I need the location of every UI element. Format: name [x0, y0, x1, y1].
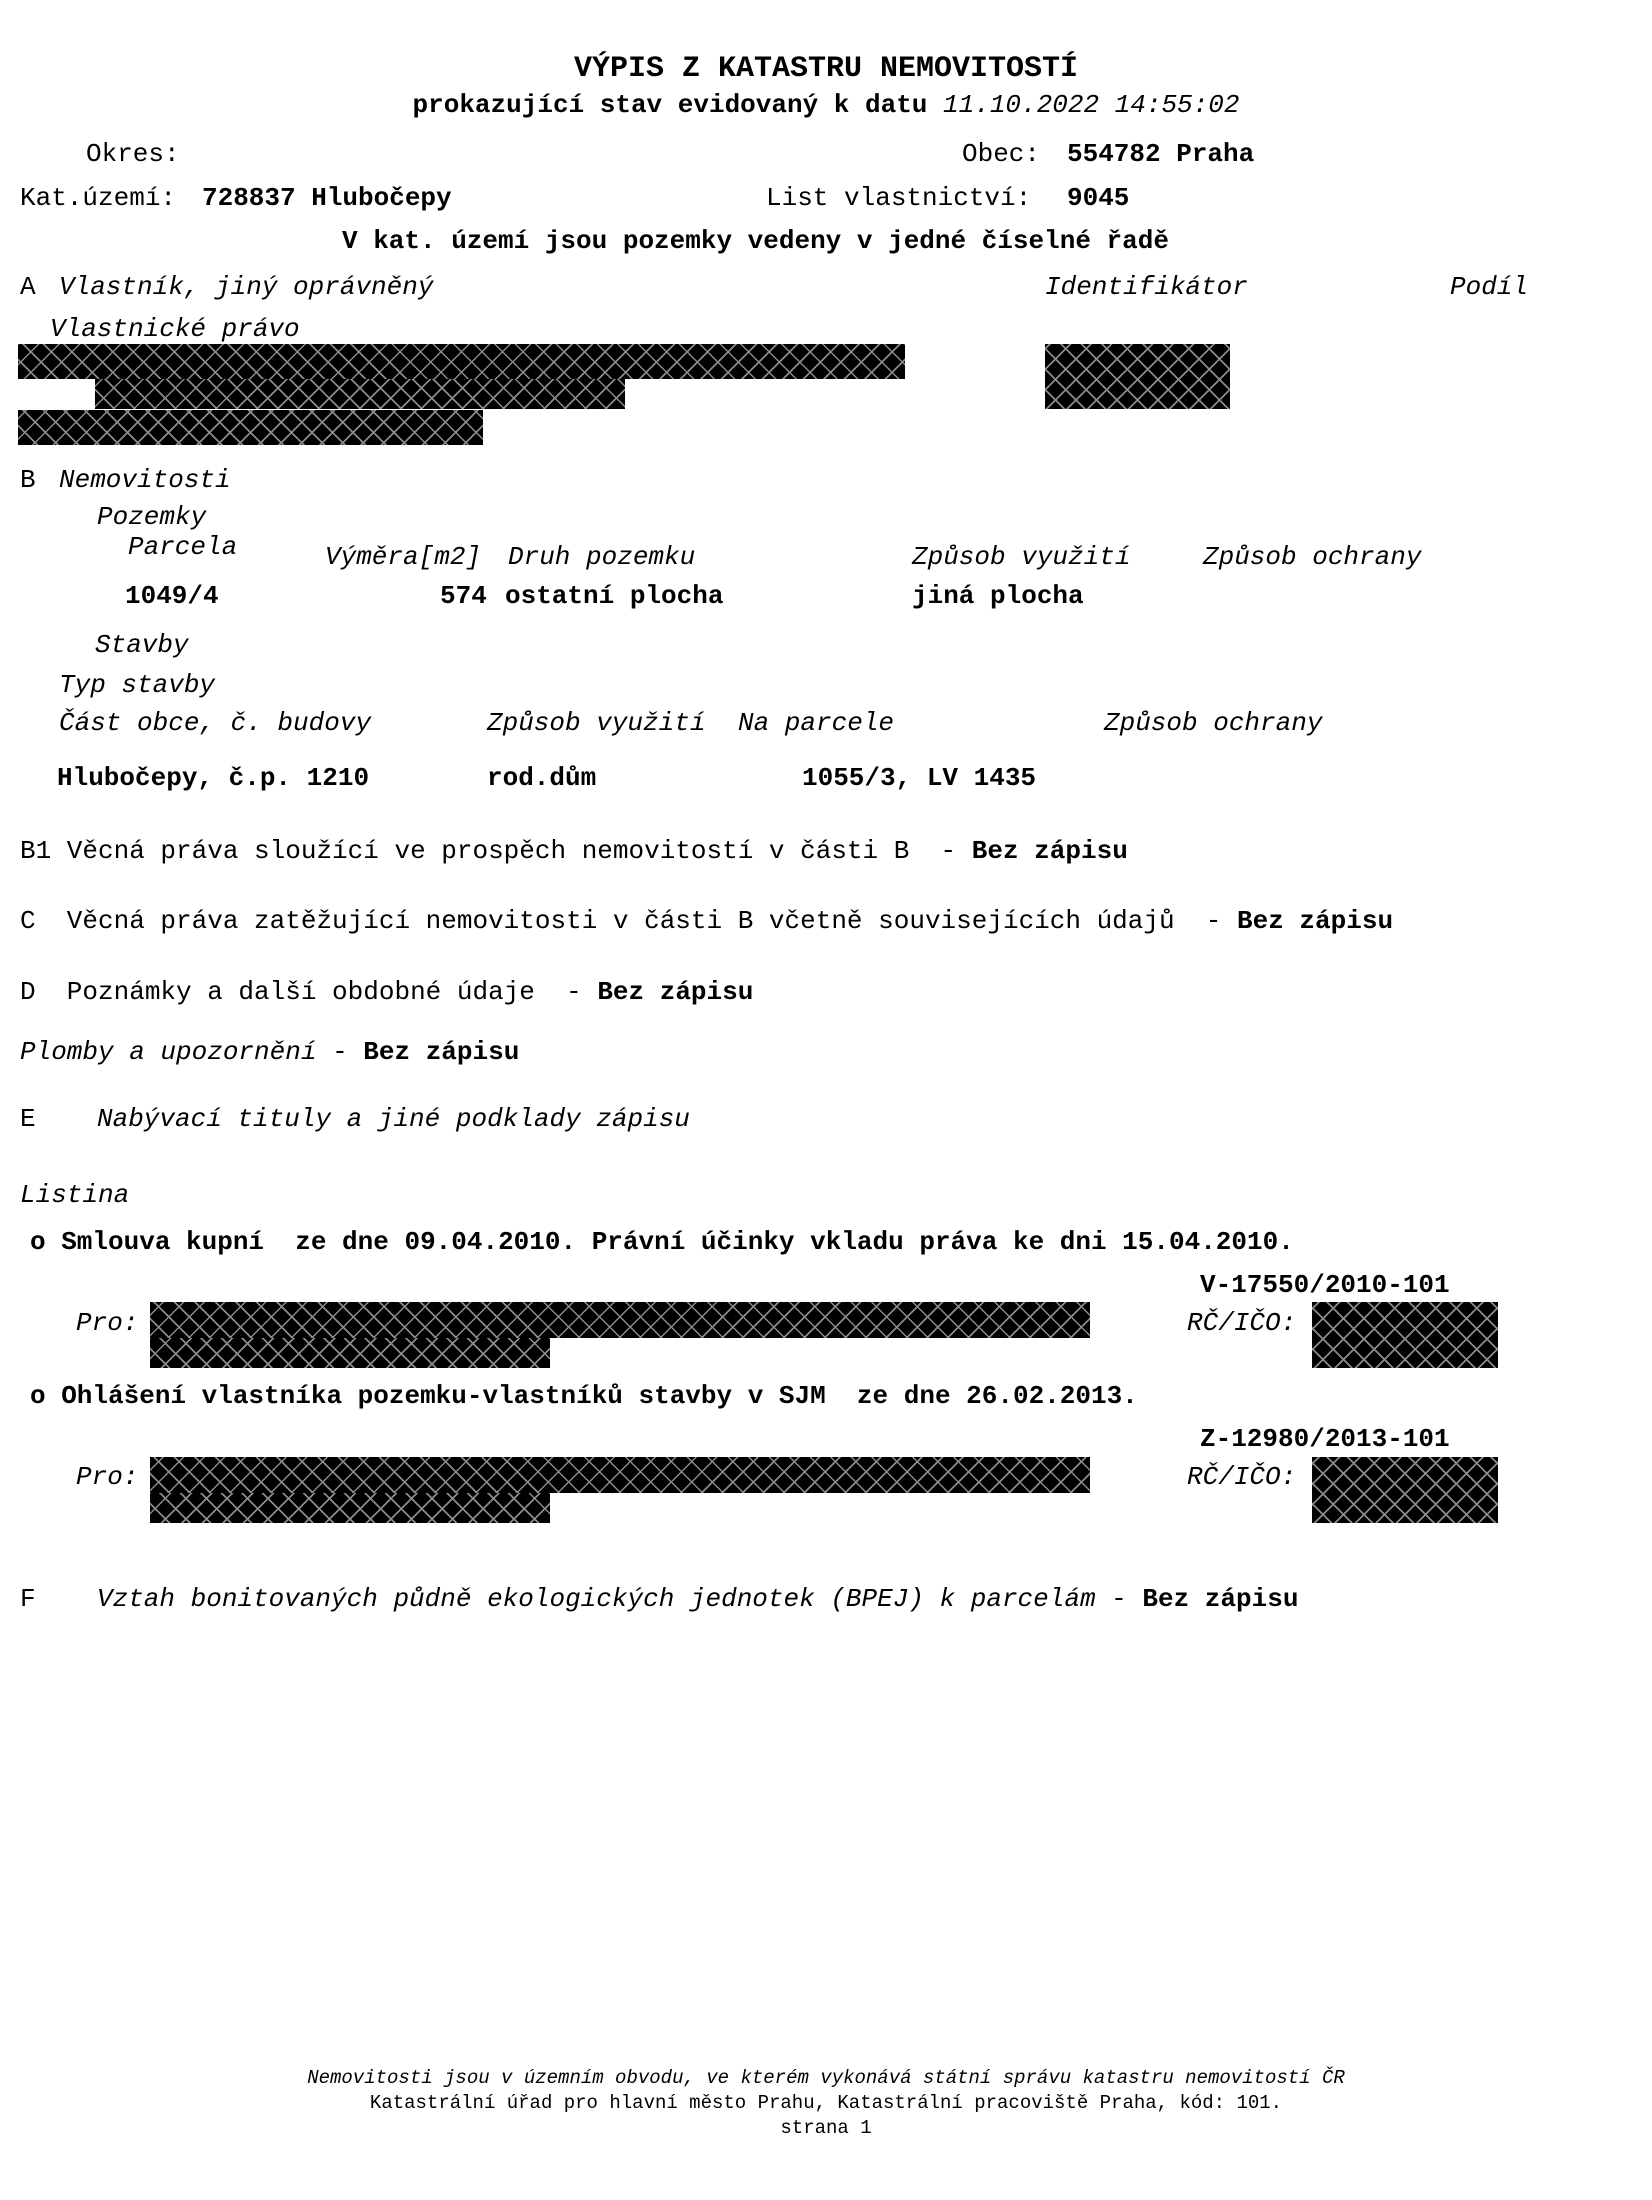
- stavby-heading: Stavby: [95, 630, 189, 660]
- section-e-text: Nabývací tituly a jiné podklady zápisu: [97, 1104, 690, 1134]
- col-na-parcele: Na parcele: [738, 708, 895, 738]
- vlastnicke-pravo: Vlastnické právo: [50, 314, 300, 344]
- redacted-owner-address: [18, 410, 483, 445]
- col-cast-obce: Část obce, č. budovy: [59, 708, 372, 738]
- subtitle-date: 11.10.2022 14:55:02: [943, 90, 1240, 120]
- section-c-text: C Věcná práva zatěžující nemovitosti v části B včetně souvisejících údajů -: [20, 906, 1222, 936]
- page-title: VÝPIS Z KATASTRU NEMOVITOSTÍ: [573, 52, 1079, 86]
- redacted-identifier: [1045, 344, 1230, 409]
- typ-stavby: Typ stavby: [59, 670, 216, 700]
- redacted-pro-1-line2: [150, 1338, 550, 1368]
- redacted-owner-name: [18, 344, 905, 379]
- druh-value: ostatní plocha: [505, 581, 724, 611]
- listina-item-2-pro-label: Pro:: [76, 1462, 139, 1492]
- plomby-status: Bez zápisu: [363, 1037, 520, 1067]
- col-podil: Podíl: [1450, 272, 1529, 302]
- vymera-value: 574: [440, 581, 487, 611]
- section-b-letter: B: [20, 465, 36, 495]
- listina-item-2-number: Z-12980/2013-101: [1200, 1424, 1450, 1454]
- lv-value: 9045: [1067, 183, 1130, 213]
- col-vymera: Výměra[m2]: [325, 542, 482, 572]
- section-f-dash: -: [1111, 1584, 1127, 1614]
- section-b-heading: Nemovitosti: [59, 465, 231, 495]
- section-a-letter: A: [20, 272, 36, 302]
- footer-line-1: Nemovitosti jsou v územním obvodu, ve kterém vykonává státní správu katastru nemovitostí ČR: [307, 2067, 1345, 2089]
- col-parcela: Parcela: [128, 532, 238, 562]
- col-stavby-ochrana: Způsob ochrany: [1104, 708, 1323, 738]
- listina-item-1-pro-label: Pro:: [76, 1308, 139, 1338]
- section-d-status: Bez zápisu: [597, 977, 754, 1007]
- katuzemi-value: 728837 Hlubočepy: [202, 183, 452, 213]
- page-subtitle: [0, 90, 1652, 120]
- redacted-rc-2: [1312, 1457, 1498, 1523]
- footer-line-2: Katastrální úřad pro hlavní město Prahu, Katastrální pracoviště Praha, kód: 101.: [369, 2092, 1283, 2114]
- col-druh: Druh pozemku: [508, 542, 696, 572]
- plomby-dash: -: [332, 1037, 348, 1067]
- listina-item-2-rc-label: RČ/IČO:: [1187, 1462, 1297, 1492]
- obec-label: Obec:: [962, 139, 1041, 169]
- section-c-status: Bez zápisu: [1237, 906, 1394, 936]
- section-b1: [20, 838, 1128, 864]
- listina-item-1-number: V-17550/2010-101: [1200, 1270, 1450, 1300]
- col-stavby-vyuziti: Způsob využití: [487, 708, 706, 738]
- section-f: [97, 1586, 1298, 1612]
- obec-value: 554782 Praha: [1067, 139, 1255, 169]
- section-a-heading: Vlastník, jiný oprávněný: [59, 272, 434, 302]
- cast-obce-value: Hlubočepy, č.p. 1210: [57, 763, 370, 793]
- vyuziti-value: jiná plocha: [912, 581, 1084, 611]
- section-f-status: Bez zápisu: [1142, 1584, 1299, 1614]
- page-number: strana 1: [780, 2117, 872, 2139]
- pozemky-heading: Pozemky: [97, 502, 207, 532]
- section-b1-text: B1 Věcná práva sloužící ve prospěch nemovitostí v části B -: [20, 836, 957, 866]
- numbering-note: V kat. území jsou pozemky vedeny v jedné číselné řadě: [342, 226, 1169, 256]
- na-parcele-value: 1055/3, LV 1435: [802, 763, 1037, 793]
- stavby-vyuziti-value: rod.dům: [487, 763, 597, 793]
- section-d-text: D Poznámky a další obdobné údaje -: [20, 977, 582, 1007]
- redacted-pro-2: [150, 1457, 1090, 1493]
- section-e-letter: E: [20, 1104, 36, 1134]
- plomby: [20, 1039, 519, 1065]
- lv-label: List vlastnictví:: [766, 183, 1032, 213]
- plomby-text: Plomby a upozornění: [20, 1037, 317, 1067]
- redacted-pro-1: [150, 1302, 1090, 1338]
- col-identifikator: Identifikátor: [1045, 272, 1248, 302]
- subtitle-prefix: prokazující stav evidovaný k datu: [412, 90, 928, 120]
- section-b1-status: Bez zápisu: [971, 836, 1128, 866]
- parcela-value: 1049/4: [125, 581, 219, 611]
- listina-heading: Listina: [20, 1180, 130, 1210]
- redacted-pro-2-line2: [150, 1493, 550, 1523]
- listina-item-2-text: o Ohlášení vlastníka pozemku-vlastníků stavby v SJM ze dne 26.02.2013.: [30, 1381, 1138, 1411]
- section-c: [20, 908, 1393, 934]
- redacted-rc-1: [1312, 1302, 1498, 1368]
- listina-item-1-text: o Smlouva kupní ze dne 09.04.2010. Právní účinky vkladu práva ke dni 15.04.2010.: [30, 1227, 1294, 1257]
- listina-item-1-rc-label: RČ/IČO:: [1187, 1308, 1297, 1338]
- col-ochrana: Způsob ochrany: [1203, 542, 1422, 572]
- katuzemi-label: Kat.území:: [20, 183, 177, 213]
- section-f-text: Vztah bonitovaných půdně ekologických jednotek (BPEJ) k parcelám: [97, 1584, 1096, 1614]
- redacted-owner-name-2: [95, 379, 625, 409]
- col-vyuziti: Způsob využití: [912, 542, 1131, 572]
- section-d: [20, 979, 753, 1005]
- okres-label: Okres:: [86, 139, 180, 169]
- section-f-letter: F: [20, 1584, 36, 1614]
